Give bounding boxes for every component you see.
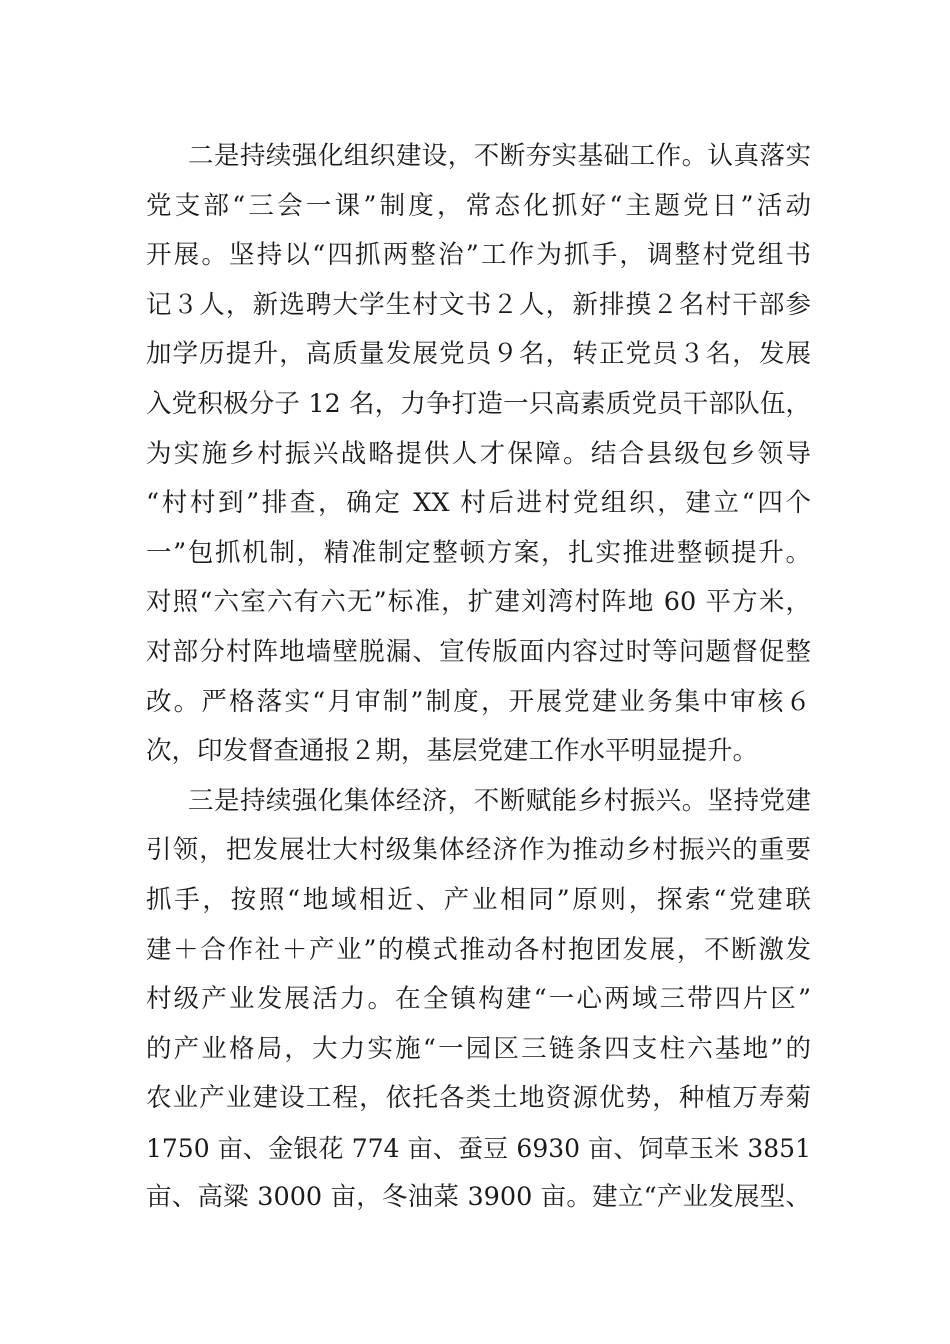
paragraph-line: 农业产业建设工程，依托各类土地资源优势，种植万寿菊 — [146, 1083, 811, 1114]
paragraph-line: 对部分村阵地墙壁脱漏、宣传版面内容过时等问题督促整 — [146, 636, 811, 667]
paragraph-line: 记３人，新选聘大学生村文书２人，新排摸２名村干部参 — [146, 289, 811, 320]
paragraph-line: 改。严格落实“月审制”制度，开展党建业务集中审核６ — [146, 686, 811, 717]
paragraph-line: 三是持续强化集体经济，不断赋能乡村振兴。坚持党建 — [188, 785, 811, 816]
paragraph-line: 党支部“三会一课”制度，常态化抓好“主题党日”活动 — [146, 190, 811, 221]
paragraph-line: 对照“六室六有六无”标准，扩建刘湾村阵地 60 平方米， — [146, 587, 811, 618]
document-body — [146, 132, 811, 1223]
paragraph-line: 二是持续强化组织建设，不断夯实基础工作。认真落实 — [188, 141, 811, 171]
paragraph-line: 1750 亩、金银花 774 亩、蚕豆 6930 亩、饲草玉米 3851 — [146, 1133, 811, 1163]
paragraph-line: 抓手，按照“地域相近、产业相同”原则，探索“党建联 — [146, 884, 811, 915]
paragraph-line: 村级产业发展活力。在全镇构建“一心两域三带四片区” — [146, 984, 811, 1015]
paragraph-line: “村村到”排查，确定 XX 村后进村党组织，建立“四个 — [146, 488, 811, 519]
paragraph-line: 亩、高粱 3000 亩，冬油菜 3900 亩。建立“产业发展型、 — [146, 1182, 811, 1213]
paragraph-line: 加学历提升，高质量发展党员９名，转正党员３名，发展 — [146, 339, 811, 370]
paragraph-organization-building — [146, 132, 811, 777]
paragraph-line: 次，印发督查通报２期，基层党建工作水平明显提升。 — [146, 736, 759, 767]
paragraph-line: 引领，把发展壮大村级集体经济作为推动乡村振兴的重要 — [146, 835, 811, 866]
paragraph-line: 建＋合作社＋产业”的模式推动各村抱团发展，不断激发 — [146, 934, 811, 965]
paragraph-line: 的产业格局，大力实施“一园区三链条四支柱六基地”的 — [146, 1033, 811, 1064]
paragraph-line: 一”包抓机制，精准制定整顿方案，扎实推进整顿提升。 — [146, 537, 811, 568]
paragraph-line: 为实施乡村振兴战略提供人才保障。结合县级包乡领导 — [146, 438, 811, 469]
paragraph-collective-economy — [146, 777, 811, 1223]
paragraph-line: 入党积极分子 12 名，力争打造一只高素质党员干部队伍， — [146, 388, 811, 419]
paragraph-line: 开展。坚持以“四抓两整治”工作为抓手，调整村党组书 — [146, 240, 811, 271]
